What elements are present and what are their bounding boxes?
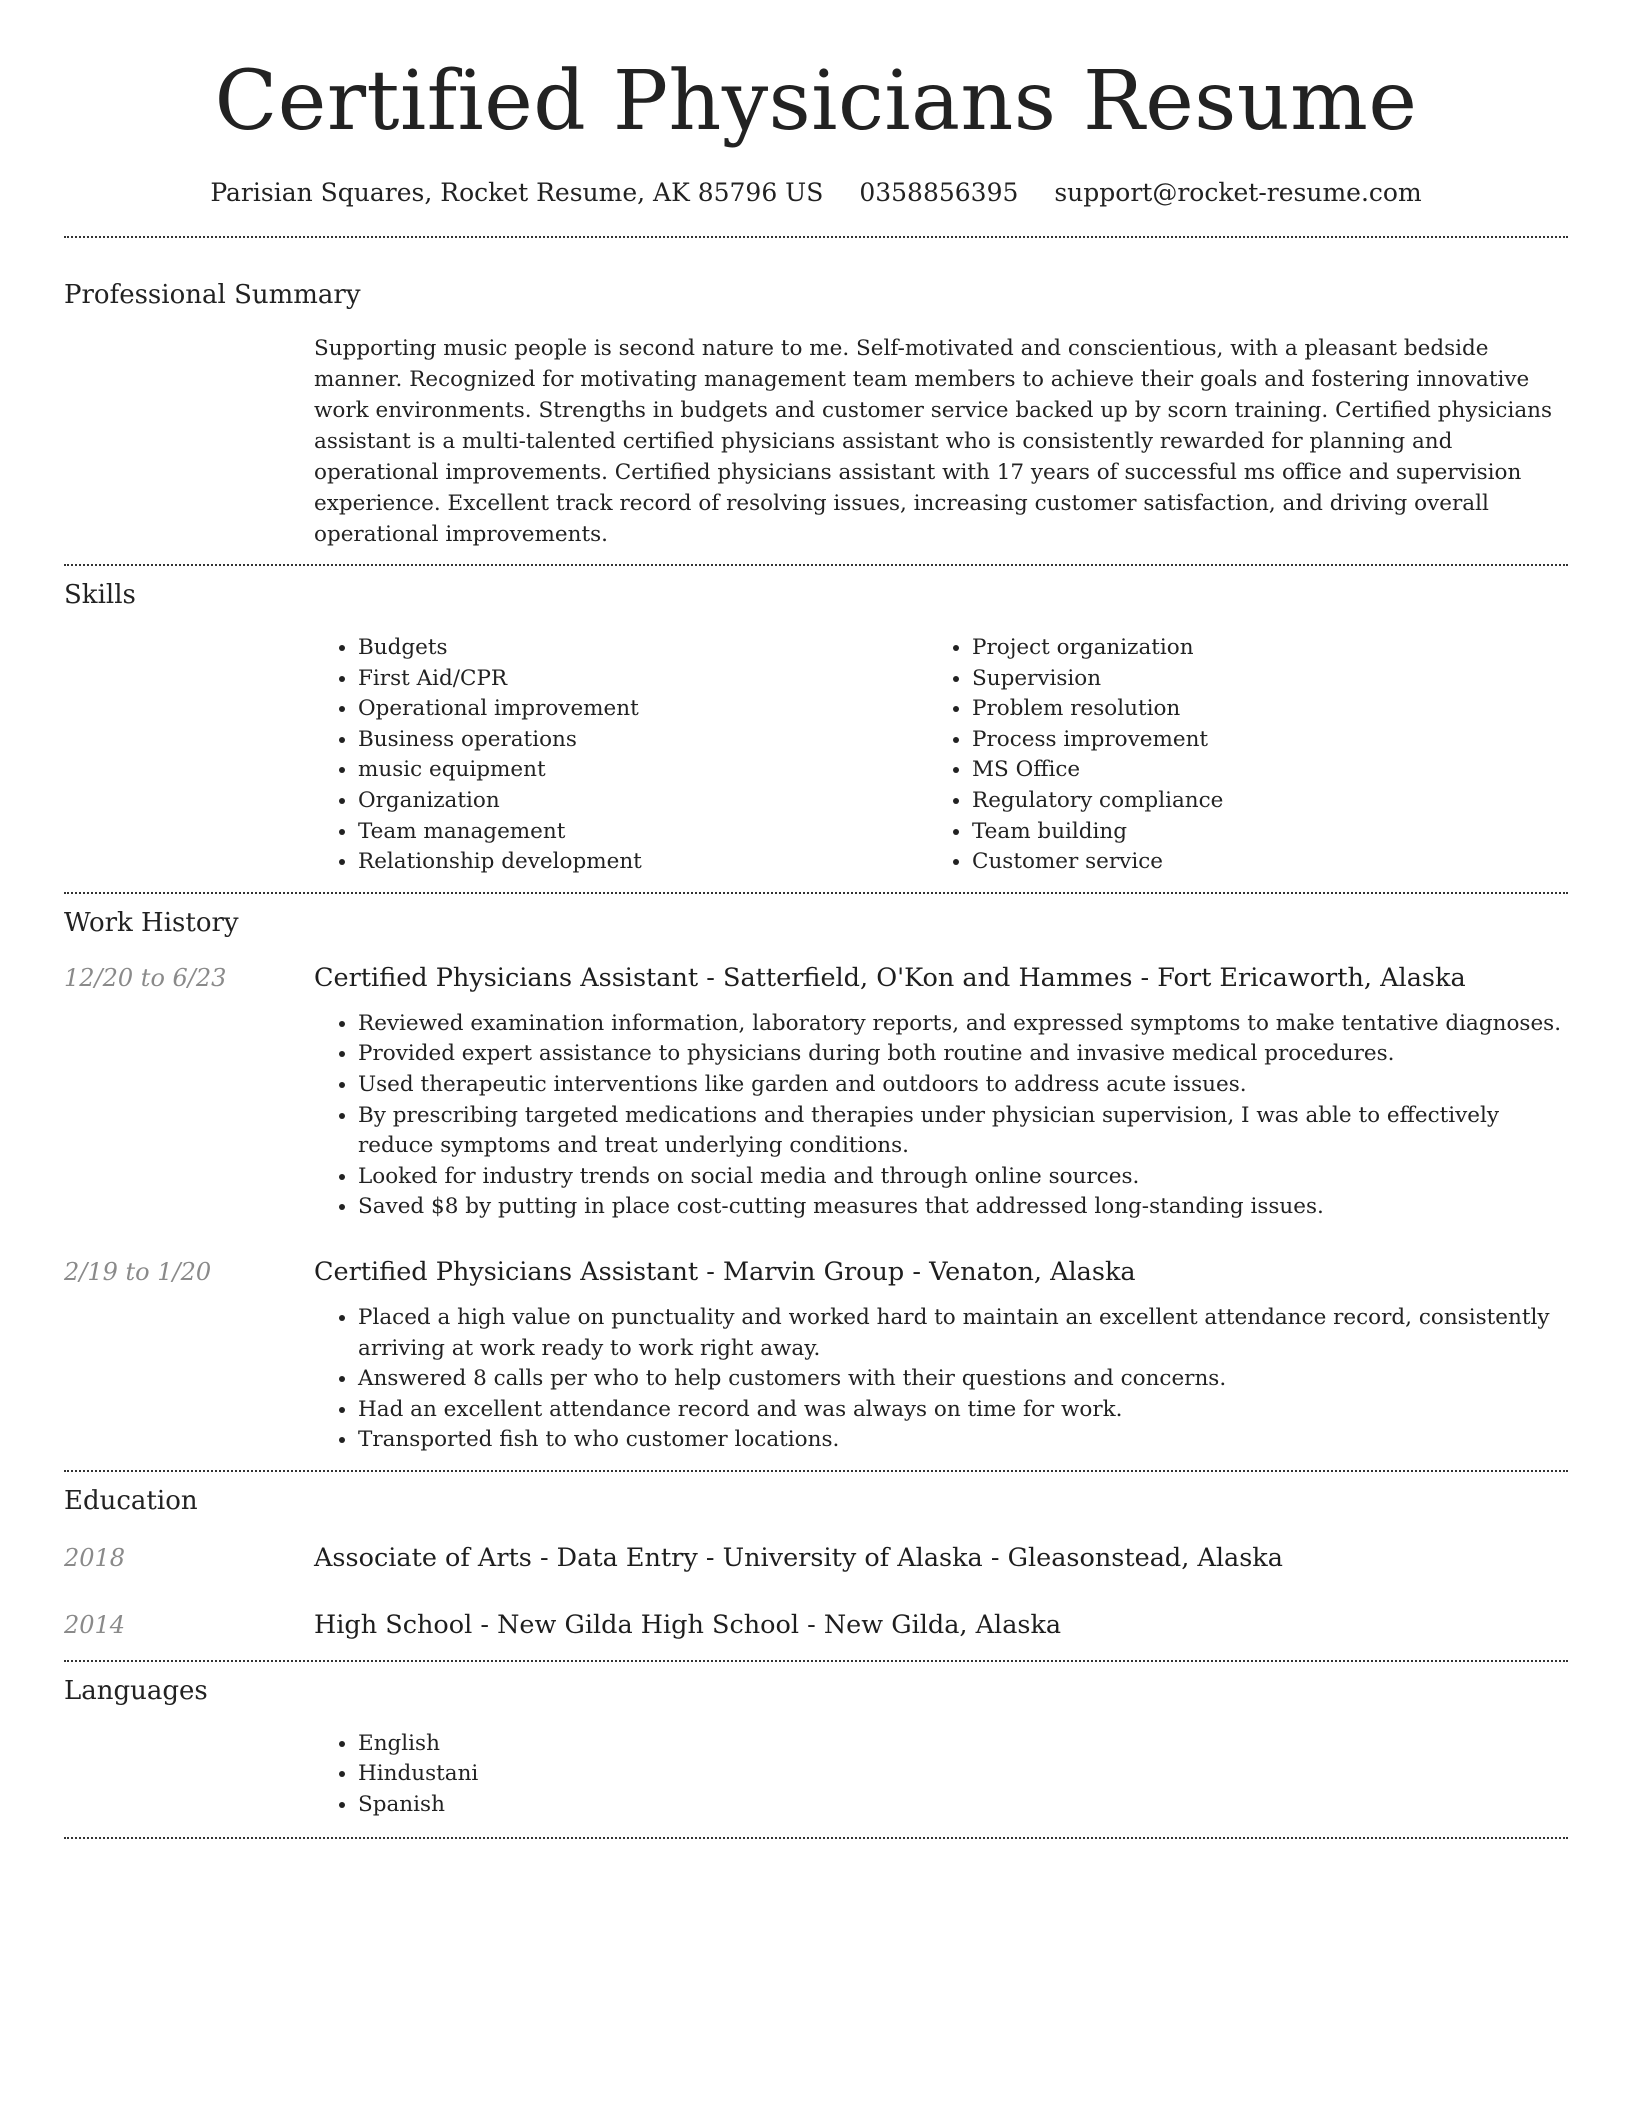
job-dates: 2/19 to 1/20: [64, 1257, 212, 1286]
contact-email: support@rocket-resume.com: [1054, 178, 1422, 207]
summary-body: [314, 333, 1568, 550]
skill-item: • Business operations: [358, 725, 928, 756]
education-title: High School - New Gilda High School - New Gilda, Alaska: [314, 1609, 1062, 1640]
languages-section: [64, 1662, 1568, 1821]
section-title-skills: Skills: [64, 580, 136, 610]
job-bullet: • Saved $8 by putting in place cost-cutting measures that addressed long-standing issues.: [358, 1192, 1568, 1223]
languages-body: [314, 1729, 1568, 1821]
job-bullets: [314, 1303, 1568, 1456]
skill-item: • Supervision: [972, 664, 1568, 695]
skills-grid: [314, 633, 1568, 878]
job-bullets: [314, 1009, 1568, 1223]
language-item: • Hindustani: [358, 1759, 1568, 1790]
resume-header: [64, 0, 1568, 210]
skill-item: • music equipment: [358, 755, 928, 786]
divider: [64, 1837, 1568, 1839]
section-title-work: Work History: [64, 907, 239, 938]
education-section: [64, 1472, 1568, 1642]
skill-item: • Team building: [972, 817, 1568, 848]
language-item: • Spanish: [358, 1790, 1568, 1821]
skill-item: • Customer service: [972, 847, 1568, 878]
skill-item: • Budgets: [358, 633, 928, 664]
job-bullet: • Placed a high value on punctuality and worked hard to maintain an excellent attendance record, consistently arriving at work ready to work right away.: [358, 1303, 1568, 1364]
job-entry: [64, 1255, 1568, 1289]
section-title-summary: Professional Summary: [64, 280, 361, 310]
languages-list: [314, 1729, 1568, 1821]
job-entry: [64, 961, 1568, 995]
education-entry: [64, 1541, 1568, 1575]
skill-item: • Relationship development: [358, 847, 928, 878]
job-bullet: • Provided expert assistance to physicians during both routine and invasive medical procedures.: [358, 1039, 1568, 1070]
job-title: Certified Physicians Assistant - Satterfield, O'Kon and Hammes - Fort Ericaworth, Alaska: [314, 962, 1466, 993]
job-bullet: • Reviewed examination information, laboratory reports, and expressed symptoms to make tentative diagnoses.: [358, 1009, 1568, 1040]
job-bullet: • Answered 8 calls per who to help customers with their questions and concerns.: [358, 1364, 1568, 1395]
skill-item: • Team management: [358, 817, 928, 848]
skill-item: • First Aid/CPR: [358, 664, 928, 695]
contact-address: Parisian Squares, Rocket Resume, AK 85796 US: [210, 178, 824, 207]
job-bullet: • By prescribing targeted medications and therapies under physician supervision, I was able to effectively reduce symptoms and treat underlying conditions.: [358, 1101, 1568, 1162]
job-dates: 12/20 to 6/23: [64, 963, 227, 992]
section-title-languages: Languages: [64, 1675, 208, 1706]
skills-list-left: [314, 633, 928, 878]
skill-item: • Operational improvement: [358, 694, 928, 725]
job-bullet: • Had an excellent attendance record and was always on time for work.: [358, 1395, 1568, 1426]
summary-section: [64, 238, 1568, 550]
skills-list-right: [928, 633, 1568, 878]
summary-text: Supporting music people is second nature to me. Self-motivated and conscientious, with a pleasant bedside manner. Recognized for motivating management team members to achieve their goals and fostering innovative work environments. Strengths in budgets and customer service backed up by scorn training. Certified physicians assistant is a multi-talented certified physicians assistant who is consistently rewarded for planning and operational improvements. Certified physicians assistant with 17 years of successful ms office and supervision experience. Excellent track record of resolving issues, increasing customer satisfaction, and driving overall operational improvements.: [314, 336, 1553, 547]
education-year: 2014: [64, 1610, 126, 1639]
language-item: • English: [358, 1729, 1568, 1760]
job-title: Certified Physicians Assistant - Marvin Group - Venaton, Alaska: [314, 1256, 1136, 1287]
contact-line: [64, 176, 1568, 210]
skill-item: • MS Office: [972, 755, 1568, 786]
resume-name: Certified Physicians Resume: [214, 54, 1418, 149]
education-year: 2018: [64, 1543, 126, 1572]
education-entry: [64, 1608, 1568, 1642]
skill-item: • Organization: [358, 786, 928, 817]
skill-item: • Project organization: [972, 633, 1568, 664]
job-bullet: • Looked for industry trends on social media and through online sources.: [358, 1162, 1568, 1193]
skills-section: [64, 566, 1568, 878]
education-title: Associate of Arts - Data Entry - University of Alaska - Gleasonstead, Alaska: [314, 1542, 1283, 1573]
contact-phone: 0358856395: [859, 178, 1019, 207]
skill-item: • Problem resolution: [972, 694, 1568, 725]
work-section: [64, 894, 1568, 1456]
job-bullet: • Used therapeutic interventions like garden and outdoors to address acute issues.: [358, 1070, 1568, 1101]
section-title-education: Education: [64, 1485, 198, 1516]
job-bullet: • Transported fish to who customer locations.: [358, 1425, 1568, 1456]
skill-item: • Process improvement: [972, 725, 1568, 756]
skill-item: • Regulatory compliance: [972, 786, 1568, 817]
